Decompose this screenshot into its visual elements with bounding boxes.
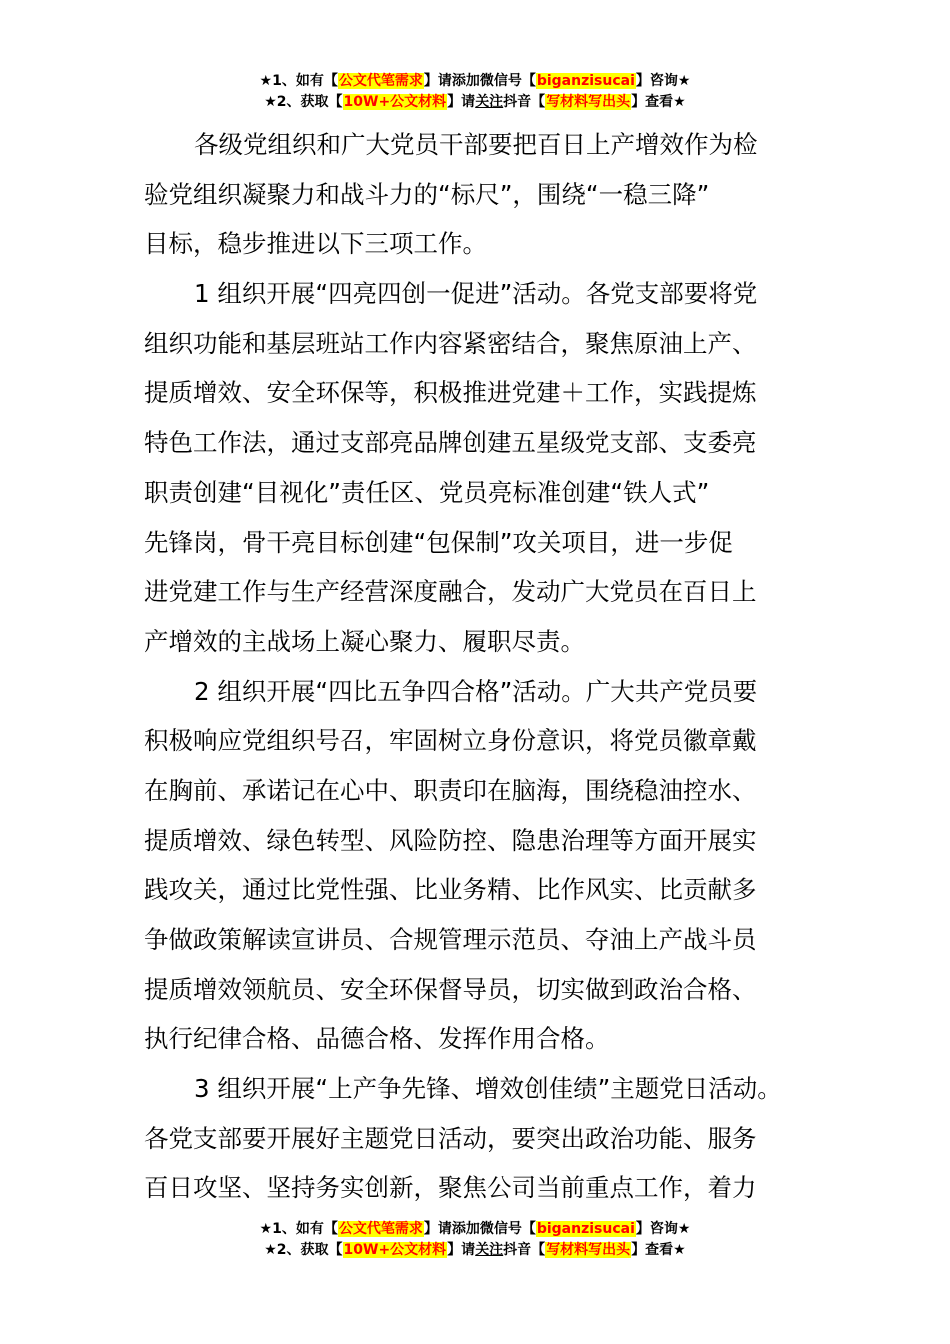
body-line: 各级党组织和广大党员干部要把百日上产增效作为检 <box>194 130 758 159</box>
banner-highlight: 10W+公文材料 <box>343 94 447 110</box>
body-line: 2 组织开展“四比五争四合格”活动。广大共产党员要 <box>194 676 758 706</box>
footer-banner <box>0 1219 950 1261</box>
body-line: 组织功能和基层班站工作内容紧密结合，聚焦原油上产、 <box>144 328 757 358</box>
banner-text: ★2、获取【 <box>264 94 343 110</box>
body-line: 职责创建“目视化”责任区、党员亮标准创建“铁人式” <box>144 477 710 507</box>
banner-line-2 <box>0 92 950 113</box>
body-line: 百日攻坚、坚持务实创新，聚焦公司当前重点工作，着力 <box>144 1173 757 1203</box>
banner-emphasis: 添加 <box>451 1221 480 1237</box>
banner-text: ★1、如有【 <box>259 73 338 89</box>
banner-line-1 <box>0 71 950 92</box>
banner-text: 抖音【 <box>503 94 546 110</box>
body-line: 各党支部要开展好主题党日活动，要突出政治功能、服务 <box>144 1123 757 1153</box>
banner-highlight: 公文代笔需求 <box>338 73 423 89</box>
banner-highlight: biganzisucai <box>536 1221 635 1237</box>
body-line: 验党组织凝聚力和战斗力的“标尺”，围绕“一稳三降” <box>144 179 710 209</box>
banner-highlight: 10W+公文材料 <box>343 1242 447 1258</box>
banner-text: 】查看★ <box>631 1242 686 1258</box>
banner-text: 微信号【 <box>479 1221 536 1237</box>
banner-highlight: 写材料写出头 <box>546 94 631 110</box>
body-line: 争做政策解读宣讲员、合规管理示范员、夺油上产战斗员 <box>144 925 757 954</box>
body-line: 执行纪律合格、品德合格、发挥作用合格。 <box>144 1024 610 1054</box>
banner-emphasis: 关注 <box>475 94 504 110</box>
banner-highlight: 写材料写出头 <box>546 1242 631 1258</box>
banner-highlight: 公文代笔需求 <box>338 1221 423 1237</box>
body-line: 先锋岗，骨干亮目标创建“包保制”攻关项目，进一步促 <box>144 527 733 557</box>
banner-line-1 <box>0 1219 950 1240</box>
document-body <box>144 120 824 1213</box>
body-line: 产增效的主战场上凝心聚力、履职尽责。 <box>144 626 585 656</box>
banner-text: ★1、如有【 <box>259 1221 338 1237</box>
body-line: 提质增效、安全环保等，积极推进党建＋工作，实践提炼 <box>144 378 757 408</box>
body-line: 提质增效、绿色转型、风险防控、隐患治理等方面开展实 <box>144 825 757 855</box>
body-line: 目标，稳步推进以下三项工作。 <box>144 229 487 259</box>
banner-text: ★2、获取【 <box>264 1242 343 1258</box>
banner-text: 】请 <box>447 94 476 110</box>
banner-emphasis: 关注 <box>475 1242 504 1258</box>
banner-emphasis: 添加 <box>451 73 480 89</box>
body-line: 3 组织开展“上产争先锋、增效创佳绩”主题党日活动。 <box>194 1074 782 1104</box>
banner-highlight: biganzisucai <box>536 73 635 89</box>
banner-text: 微信号【 <box>479 73 536 89</box>
body-line: 进党建工作与生产经营深度融合，发动广大党员在百日上 <box>144 577 757 607</box>
banner-text: 抖音【 <box>503 1242 546 1258</box>
banner-text: 】请 <box>423 1221 452 1237</box>
body-line: 践攻关，通过比党性强、比业务精、比作风实、比贡献多 <box>144 875 757 905</box>
body-line: 提质增效领航员、安全环保督导员，切实做到政治合格、 <box>144 974 757 1004</box>
header-banner <box>0 71 950 113</box>
body-line: 积极响应党组织号召，牢固树立身份意识，将党员徽章戴 <box>144 726 757 756</box>
banner-text: 】请 <box>447 1242 476 1258</box>
body-line: 特色工作法，通过支部亮品牌创建五星级党支部、支委亮 <box>144 428 757 458</box>
banner-line-2 <box>0 1240 950 1261</box>
banner-text: 】咨询★ <box>635 1221 691 1237</box>
body-line: 1 组织开展“四亮四创一促进”活动。各党支部要将党 <box>194 279 758 309</box>
banner-text: 】查看★ <box>631 94 686 110</box>
banner-text: 】咨询★ <box>635 73 691 89</box>
body-line: 在胸前、承诺记在心中、职责印在脑海，围绕稳油控水、 <box>144 775 757 805</box>
banner-text: 】请 <box>423 73 452 89</box>
